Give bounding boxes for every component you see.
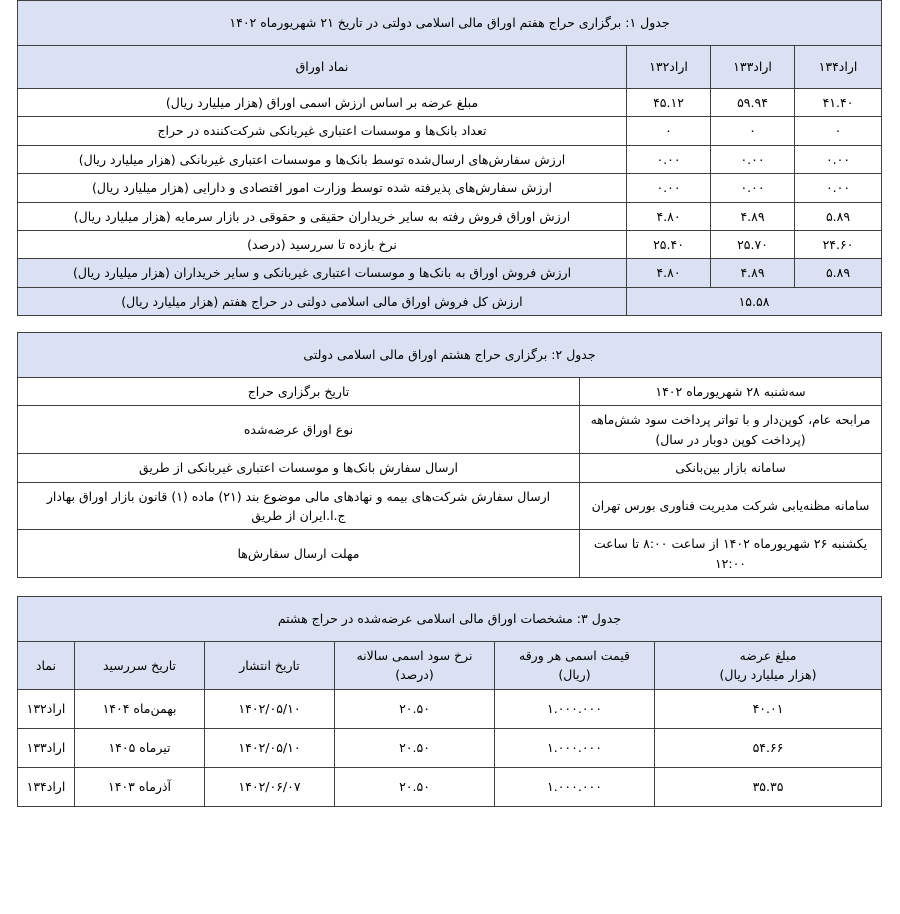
table-2-r4-label: مهلت ارسال سفارش‌ها bbox=[17, 530, 579, 578]
table-1-r5-c0: ۲۴.۶۰ bbox=[795, 230, 882, 258]
table-1-r6-c0: ۵.۸۹ bbox=[795, 259, 882, 287]
table-row bbox=[17, 454, 881, 482]
table-1-col-header-arad134: اراد۱۳۴ bbox=[795, 46, 882, 89]
table-row bbox=[17, 230, 881, 258]
table-3-col-header-maturity-date: تاریخ سررسید bbox=[75, 642, 205, 690]
table-3-r1-rate: ۲۰.۵۰ bbox=[335, 728, 495, 767]
table-3-col-header-rate-line2: (درصد) bbox=[395, 667, 434, 683]
table-3-r1-issue-date: ۱۴۰۲/۰۵/۱۰ bbox=[205, 728, 335, 767]
table-3-r2-face-value: ۱.۰۰۰.۰۰۰ bbox=[495, 767, 655, 806]
table-1-r3-label: ارزش سفارش‌های پذیرفته شده توسط وزارت امور اقتصادی و دارایی (هزار میلیارد ریال) bbox=[17, 174, 626, 202]
table-2-auction-eighth bbox=[17, 332, 882, 578]
table-3-r1-symbol: اراد۱۳۳ bbox=[17, 728, 74, 767]
table-3-r2-maturity-date: آذرماه ۱۴۰۳ bbox=[75, 767, 205, 806]
table-1-r5-c2: ۲۵.۴۰ bbox=[627, 230, 711, 258]
table-row bbox=[17, 174, 881, 202]
table-1-r2-c1: ۰.۰۰ bbox=[711, 145, 795, 173]
table-3-col-header-rate bbox=[335, 642, 495, 690]
table-1-r4-c0: ۵.۸۹ bbox=[795, 202, 882, 230]
table-3-col-header-symbol: نماد bbox=[17, 642, 74, 690]
table-row bbox=[17, 259, 881, 287]
table-2-r2-value: سامانه بازار بین‌بانکی bbox=[580, 454, 882, 482]
table-3-r0-face-value: ۱.۰۰۰.۰۰۰ bbox=[495, 689, 655, 728]
table-row bbox=[17, 767, 881, 806]
table-1-r3-c1: ۰.۰۰ bbox=[711, 174, 795, 202]
table-1-r1-c2: ۰ bbox=[627, 117, 711, 145]
table-1-col-header-arad133: اراد۱۳۳ bbox=[711, 46, 795, 89]
table-2-r3-label: ارسال سفارش شرکت‌های بیمه و نهادهای مالی موضوع بند (۲۱) ماده (۱) قانون بازار اوراق بهادار ج.ا.ایران از طریق bbox=[17, 482, 579, 530]
table-3-col-header-rate-line1: نرخ سود اسمی سالانه bbox=[356, 648, 473, 663]
table-row bbox=[17, 530, 881, 578]
table-3-r0-issue-date: ۱۴۰۲/۰۵/۱۰ bbox=[205, 689, 335, 728]
table-1-r6-label: ارزش فروش اوراق به بانک‌ها و موسسات اعتباری غیربانکی و سایر خریداران (هزار میلیارد ریال) bbox=[17, 259, 626, 287]
table-2-r3-value: سامانه مظنه‌یابی شرکت مدیریت فناوری بورس تهران bbox=[580, 482, 882, 530]
table-row bbox=[17, 145, 881, 173]
table-3-col-header-issue-date: تاریخ انتشار bbox=[205, 642, 335, 690]
table-row bbox=[17, 728, 881, 767]
table-3-title: جدول ۳: مشخصات اوراق مالی اسلامی عرضه‌شده در حراج هشتم bbox=[17, 597, 881, 642]
table-row bbox=[17, 117, 881, 145]
table-3-r2-issue-date: ۱۴۰۲/۰۶/۰۷ bbox=[205, 767, 335, 806]
table-2-r0-label: تاریخ برگزاری حراج bbox=[17, 378, 579, 406]
table-1-r0-c1: ۵۹.۹۴ bbox=[711, 89, 795, 117]
table-1-col-header-arad132: اراد۱۳۲ bbox=[627, 46, 711, 89]
table-3-col-header-offer-amount-line1: مبلغ عرضه bbox=[739, 648, 797, 663]
table-1-r5-label: نرخ بازده تا سررسید (درصد) bbox=[17, 230, 626, 258]
table-3-r0-symbol: اراد۱۳۲ bbox=[17, 689, 74, 728]
table-2-r1-label: نوع اوراق عرضه‌شده bbox=[17, 406, 579, 454]
table-3-r2-offer-amount: ۳۵.۳۵ bbox=[655, 767, 882, 806]
table-1-r6-c1: ۴.۸۹ bbox=[711, 259, 795, 287]
table-3-r1-face-value: ۱.۰۰۰.۰۰۰ bbox=[495, 728, 655, 767]
table-3-title-row bbox=[17, 597, 881, 642]
table-3-r1-offer-amount: ۵۴.۶۶ bbox=[655, 728, 882, 767]
table-1-r3-c2: ۰.۰۰ bbox=[627, 174, 711, 202]
table-2-title: جدول ۲: برگزاری حراج هشتم اوراق مالی اسلامی دولتی bbox=[17, 333, 881, 378]
table-3-col-header-face-value-line2: (ریال) bbox=[558, 667, 591, 683]
table-1-r5-c1: ۲۵.۷۰ bbox=[711, 230, 795, 258]
table-1-total-row bbox=[17, 287, 881, 315]
table-2-r4-value: یکشنبه ۲۶ شهریورماه ۱۴۰۲ از ساعت ۸:۰۰ تا ساعت ۱۲:۰۰ bbox=[580, 530, 882, 578]
table-1-r0-c0: ۴۱.۴۰ bbox=[795, 89, 882, 117]
table-1-row-header-label: نماد اوراق bbox=[17, 46, 626, 89]
table-1-r4-label: ارزش اوراق فروش رفته به سایر خریداران حقیقی و حقوقی در بازار سرمایه (هزار میلیارد ریال) bbox=[17, 202, 626, 230]
table-3-col-header-offer-amount bbox=[655, 642, 882, 690]
table-3-r0-maturity-date: بهمن‌ماه ۱۴۰۴ bbox=[75, 689, 205, 728]
table-row bbox=[17, 689, 881, 728]
table-1-auction-seventh bbox=[17, 0, 882, 316]
table-1-r2-c2: ۰.۰۰ bbox=[627, 145, 711, 173]
table-3-r2-symbol: اراد۱۳۴ bbox=[17, 767, 74, 806]
table-3-securities-specs bbox=[17, 596, 882, 807]
table-3-r0-offer-amount: ۴۰.۰۱ bbox=[655, 689, 882, 728]
table-1-r2-c0: ۰.۰۰ bbox=[795, 145, 882, 173]
table-3-col-header-face-value-line1: قیمت اسمی هر ورقه bbox=[519, 648, 630, 663]
table-1-r4-c2: ۴.۸۰ bbox=[627, 202, 711, 230]
table-2-r0-value: سه‌شنبه ۲۸ شهریورماه ۱۴۰۲ bbox=[580, 378, 882, 406]
table-1-column-header-row bbox=[17, 46, 881, 89]
table-2-title-row bbox=[17, 333, 881, 378]
table-1-r1-c1: ۰ bbox=[711, 117, 795, 145]
table-2-r1-value: مرابحه عام، کوپن‌دار و با تواتر پرداخت سود شش‌ماهه (پرداخت کوپن دوبار در سال) bbox=[580, 406, 882, 454]
table-1-r1-label: تعداد بانک‌ها و موسسات اعتباری غیربانکی شرکت‌کننده در حراج bbox=[17, 117, 626, 145]
table-1-title: جدول ۱: برگزاری حراج هفتم اوراق مالی اسلامی دولتی در تاریخ ۲۱ شهریورماه ۱۴۰۲ bbox=[17, 1, 881, 46]
table-1-r3-c0: ۰.۰۰ bbox=[795, 174, 882, 202]
table-row bbox=[17, 202, 881, 230]
table-1-r0-c2: ۴۵.۱۲ bbox=[627, 89, 711, 117]
table-3-col-header-offer-amount-line2: (هزار میلیارد ریال) bbox=[719, 667, 817, 683]
table-row bbox=[17, 406, 881, 454]
table-2-r2-label: ارسال سفارش بانک‌ها و موسسات اعتباری غیربانکی از طریق bbox=[17, 454, 579, 482]
table-row bbox=[17, 482, 881, 530]
table-1-title-row bbox=[17, 1, 881, 46]
table-3-col-header-face-value bbox=[495, 642, 655, 690]
table-1-r6-c2: ۴.۸۰ bbox=[627, 259, 711, 287]
table-row bbox=[17, 89, 881, 117]
table-1-total-label: ارزش کل فروش اوراق مالی اسلامی دولتی در حراج هفتم (هزار میلیارد ریال) bbox=[17, 287, 626, 315]
table-3-r1-maturity-date: تیرماه ۱۴۰۵ bbox=[75, 728, 205, 767]
table-1-r1-c0: ۰ bbox=[795, 117, 882, 145]
table-3-r0-rate: ۲۰.۵۰ bbox=[335, 689, 495, 728]
table-1-r2-label: ارزش سفارش‌های ارسال‌شده توسط بانک‌ها و موسسات اعتباری غیربانکی (هزار میلیارد ریال) bbox=[17, 145, 626, 173]
table-3-r2-rate: ۲۰.۵۰ bbox=[335, 767, 495, 806]
table-1-total-value: ۱۵.۵۸ bbox=[627, 287, 882, 315]
table-1-r4-c1: ۴.۸۹ bbox=[711, 202, 795, 230]
spacer-after-table-1 bbox=[18, 316, 882, 332]
table-row bbox=[17, 378, 881, 406]
table-1-r0-label: مبلغ عرضه بر اساس ارزش اسمی اوراق (هزار میلیارد ریال) bbox=[17, 89, 626, 117]
spacer-after-table-2 bbox=[18, 578, 882, 596]
table-3-column-header-row bbox=[17, 642, 881, 690]
